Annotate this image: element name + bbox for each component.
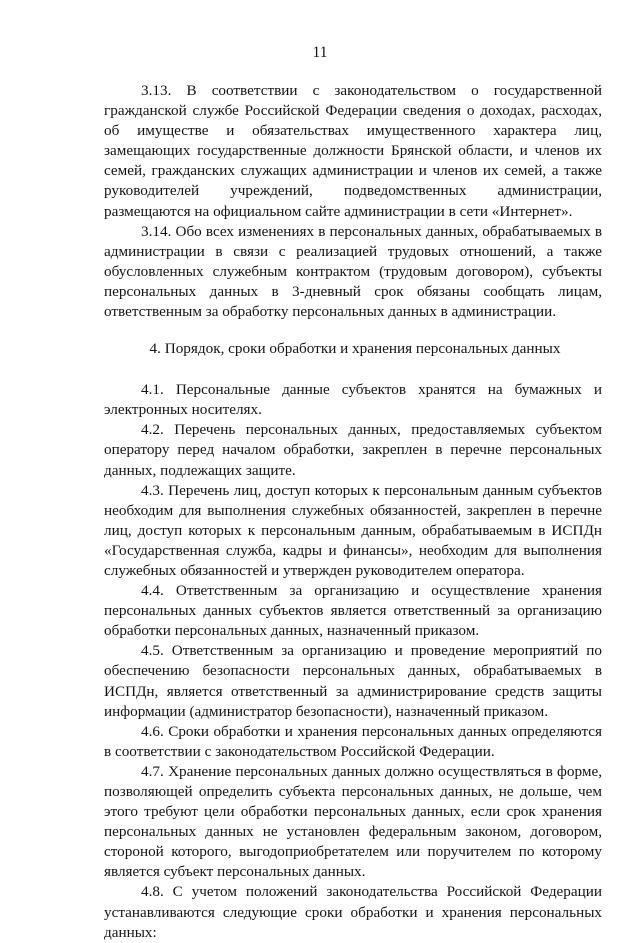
paragraph-4-3: 4.3. Перечень лиц, доступ которых к персональным данным субъектов необходим для выполнения служебных обязанностей, закреплен в перечне лиц, доступ которых к персональным данным, обрабатываемым в ИСПДн «Государственная служба, кадры и финансы», необходим для выполнения служебных обязанностей и утвержден руководителем оператора. bbox=[104, 481, 602, 579]
paragraph-4-7: 4.7. Хранение персональных данных должно осуществляться в форме, позволяющей определить субъекта персональных данных, не дольше, чем этого требуют цели обработки персональных данных, если срок хранения персональных данных не установлен федеральным законом, договором, стороной которого, выгодоприобретателем или поручителем по которому является субъект персональных данных. bbox=[104, 762, 602, 881]
paragraph-3-13: 3.13. В соответствии с законодательством о государственной гражданской службе Российской Федерации сведения о доходах, расходах, об имуществе и обязательствах имущественного характера лиц, замещающих государственные должности Брянской области, и членов их семей, гражданских служащих администрации и членов их семей, а также руководителей учреждений, подведомственных администрации, размещаются на официальном сайте администрации в сети «Интернет». bbox=[104, 82, 602, 220]
paragraph-4-4: 4.4. Ответственным за организацию и осуществление хранения персональных данных субъектов является ответственный за организацию обработки персональных данных, назначенный приказом. bbox=[104, 582, 602, 640]
paragraph-4-6: 4.6. Сроки обработки и хранения персональных данных определяются в соответствии с законодательством Российской Федерации. bbox=[104, 722, 602, 760]
section-heading bbox=[104, 339, 602, 359]
paragraph-3-14: 3.14. Обо всех изменениях в персональных данных, обрабатываемых в администрации в связи с реализацией трудовых отношений, а также обусловленных служебным контрактом (трудовым договором), субъекты персональных данных в 3-дневный срок обязаны сообщать лицам, ответственным за обработку персональных данных в администрации. bbox=[104, 222, 602, 321]
document-body bbox=[104, 81, 602, 943]
paragraph-4-1: 4.1. Персональные данные субъектов хранятся на бумажных и электронных носителях. bbox=[104, 381, 602, 419]
paragraph-4-8: 4.8. С учетом положений законодательства Российской Федерации устанавливаются следующие сроки обработки и хранения персональных данных: bbox=[104, 883, 602, 941]
section-heading-text: 4. Порядок, сроки обработки и хранения персональных данных bbox=[149, 340, 561, 358]
paragraph-4-5: 4.5. Ответственным за организацию и проведение мероприятий по обеспечению безопасности персональных данных, обрабатываемых в ИСПДн, является ответственный за администрирование средств защиты информации (администратор безопасности), назначенный приказом. bbox=[104, 642, 602, 720]
paragraph-4-2: 4.2. Перечень персональных данных, предоставляемых субъектом оператору перед началом обработки, закреплен в перечне персональных данных, подлежащих защите. bbox=[104, 421, 602, 479]
page-number: 11 bbox=[312, 44, 328, 61]
